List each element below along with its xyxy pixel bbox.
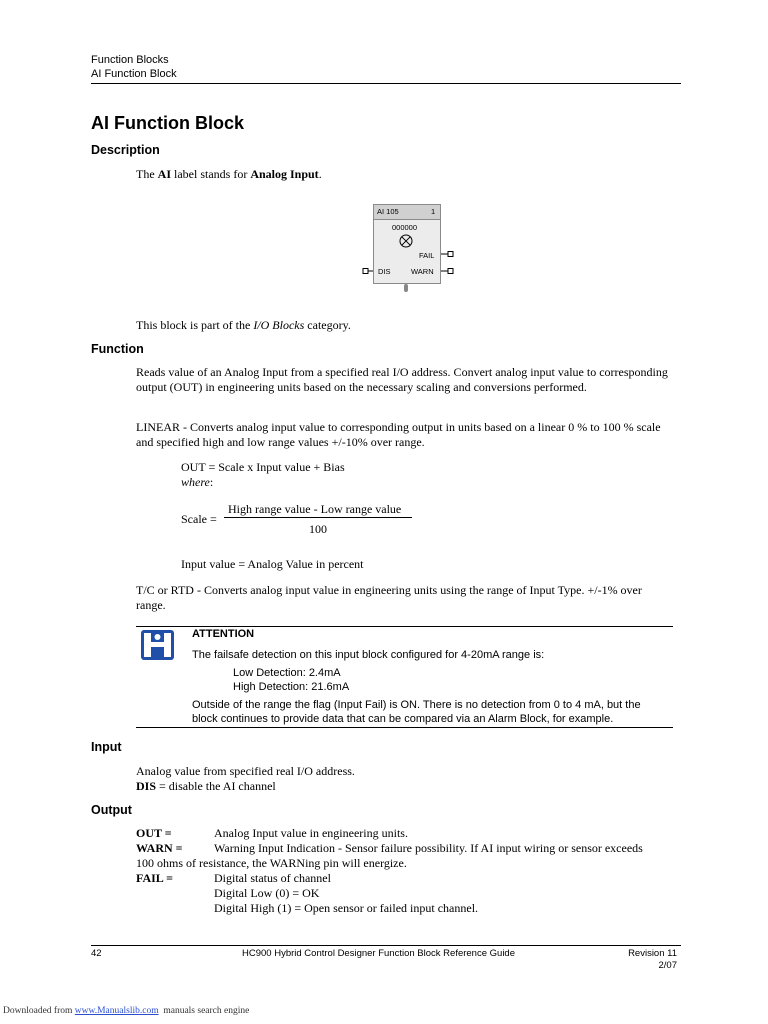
block-number: 1 — [431, 207, 436, 216]
attention-text-1: The failsafe detection on this input block configured for 4-20mA range is: — [192, 649, 545, 661]
block-name: AI 105 — [377, 207, 399, 216]
pin-fail-label: FAIL — [419, 251, 435, 260]
pin-dis-label: DIS — [378, 267, 391, 276]
scale-denominator: 100 — [309, 522, 327, 536]
footer-rule — [91, 945, 681, 946]
input-line-dis: DIS = disable the AI channel — [136, 779, 276, 793]
input-heading: Input — [91, 740, 122, 754]
fail-description-1: Digital status of channel — [214, 871, 331, 885]
category-line: This block is part of the I/O Blocks category. — [136, 318, 351, 332]
running-header-section: Function Blocks — [91, 54, 169, 66]
download-attribution: Downloaded from www.Manualslib.com manuals search engine — [3, 1006, 250, 1016]
header-rule — [91, 83, 681, 84]
page-title: AI Function Block — [91, 113, 244, 133]
function-heading: Function — [91, 342, 144, 356]
attention-heading: ATTENTION — [192, 628, 255, 640]
warn-output-pin — [448, 269, 453, 274]
out-label: OUT = — [136, 826, 172, 840]
attention-high-detection: High Detection: 21.6mA — [233, 681, 350, 693]
revision-date: 2/07 — [658, 960, 677, 971]
attention-low-detection: Low Detection: 2.4mA — [233, 667, 341, 679]
info-icon — [141, 630, 174, 660]
guide-title: HC900 Hybrid Control Designer Function Block Reference Guide — [242, 948, 515, 959]
input-sensor-icon — [399, 234, 413, 248]
fail-description-3: Digital High (1) = Open sensor or failed input channel. — [214, 901, 479, 915]
where-label: where: — [181, 475, 214, 489]
scale-label: Scale = — [181, 512, 217, 526]
function-paragraph-linear: LINEAR - Converts analog input value to corresponding output in units based on a linear 0 % to 100 % scale and specified high and low range values +/-10% over range. — [136, 420, 661, 449]
revision: Revision 11 — [628, 948, 677, 959]
page-number: 42 — [91, 948, 102, 959]
block-pins — [360, 250, 460, 296]
warn-description: Warning Input Indication - Sensor failure possibility. If AI input wiring or sensor exceeds — [214, 841, 643, 855]
fail-label: FAIL = — [136, 871, 173, 885]
function-paragraph-1: Reads value of an Analog Input from a specified real I/O address. Convert analog input value to corresponding output (OUT) in engineering units based on the necessary scaling and conversions performed. — [136, 365, 668, 394]
description-heading: Description — [91, 143, 160, 157]
warn-label: WARN = — [136, 841, 183, 855]
attention-bottom-rule — [136, 727, 673, 728]
fail-output-pin — [448, 252, 453, 257]
pin-warn-label: WARN — [411, 267, 434, 276]
attention-text-2: Outside of the range the flag (Input Fail) is ON. There is no detection from 0 to 4 mA, but the block continues to provide data that can be compared via an Alarm Block, for example. — [192, 699, 641, 725]
dis-input-pin — [363, 269, 368, 274]
input-line-1: Analog value from specified real I/O address. — [136, 764, 355, 778]
out-description: Analog Input value in engineering units. — [214, 826, 408, 840]
fail-description-2: Digital Low (0) = OK — [214, 886, 320, 900]
warn-description-cont: 100 ohms of resistance, the WARNing pin will energize. — [136, 856, 407, 870]
running-header-topic: AI Function Block — [91, 68, 177, 80]
block-value: 000000 — [392, 223, 418, 232]
manualslib-link[interactable]: www.Manualslib.com — [74, 1006, 159, 1016]
output-heading: Output — [91, 803, 132, 817]
fraction-bar — [224, 517, 412, 518]
function-paragraph-tc-rtd: T/C or RTD - Converts analog input value in engineering units using the range of Input Type. +/-1% over range. — [136, 583, 642, 612]
execution-order-marker — [404, 284, 408, 292]
input-value-definition: Input value = Analog Value in percent — [181, 557, 364, 571]
attention-top-rule — [136, 626, 673, 627]
description-intro: The AI label stands for Analog Input. — [136, 167, 322, 181]
scale-numerator: High range value - Low range value — [228, 502, 402, 516]
out-formula: OUT = Scale x Input value + Bias — [181, 460, 345, 474]
